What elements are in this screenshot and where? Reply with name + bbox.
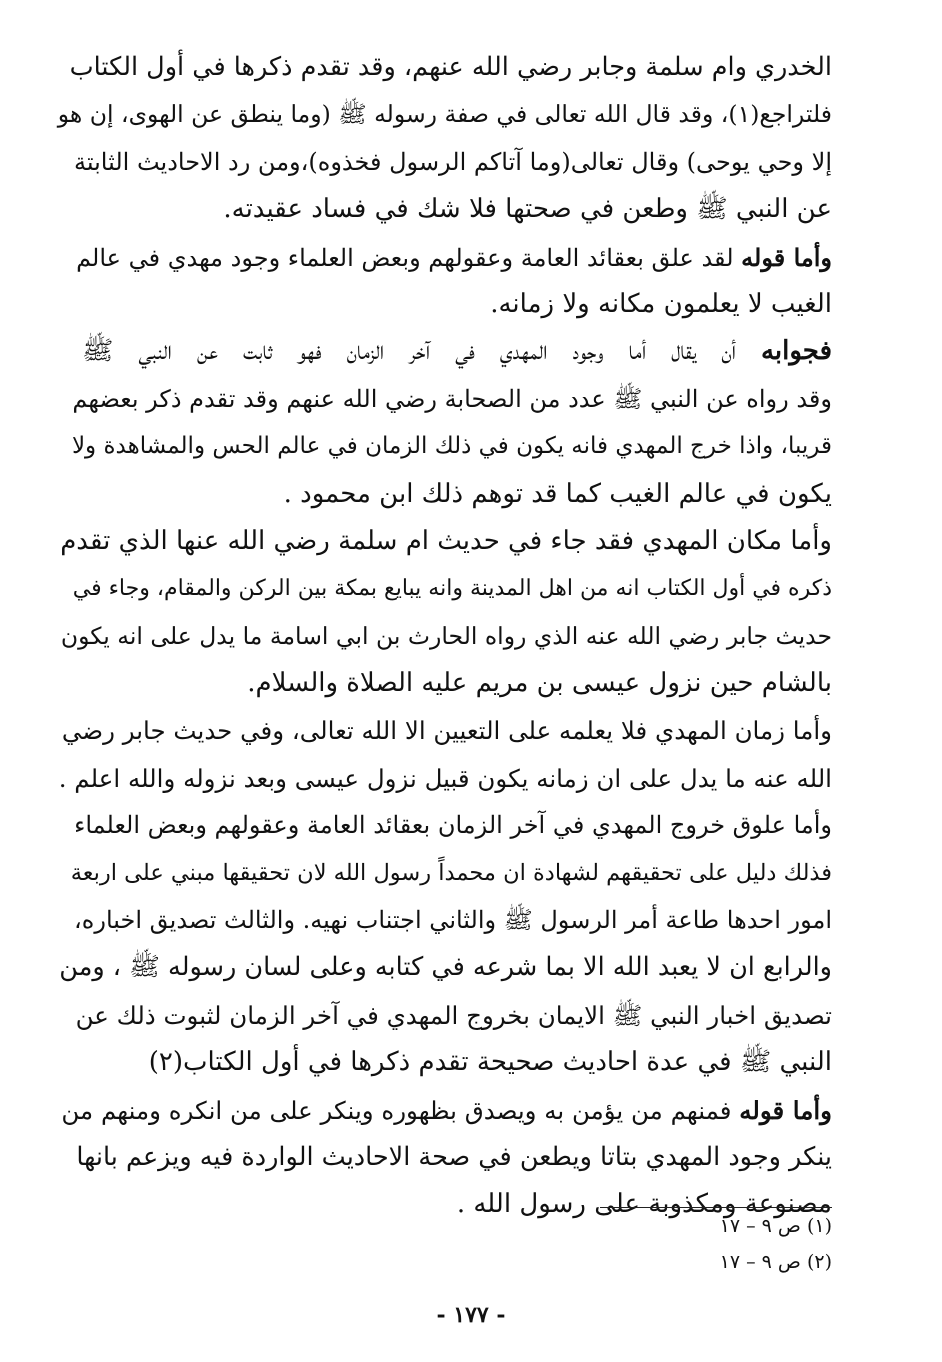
- text-line-7-body: أن يقال أما وجود المهدي في آخر الزمان فهو ثابت عن النبي ﷺ: [82, 336, 736, 367]
- text-line-9: قريبا، واذا خرج المهدي فانه يكون في ذلك الزمان في عالم الحس والمشاهدة ولا: [71, 433, 832, 460]
- text-line-6: الغيب لا يعلمون مكانه ولا زمانه.: [490, 288, 832, 319]
- lead-word: وأما قوله: [741, 242, 832, 272]
- text-line-10: يكون في عالم الغيب كما قد توهم ذلك ابن محمود .: [283, 478, 832, 509]
- body-text: [57, 44, 832, 1229]
- text-line-16: الله عنه ما يدل على ان زمانه يكون قبيل نزول عيسى وبعد نزوله والله اعلم .: [58, 763, 832, 793]
- text-line-11: وأما مكان المهدي فقد جاء في حديث ام سلمة رضي الله عنها الذي تقدم: [60, 525, 832, 556]
- footnote-divider: [600, 1207, 832, 1208]
- text-line-23: [61, 1087, 832, 1134]
- text-line-1: الخدري وام سلمة وجابر رضي الله عنهم، وقد تقدم ذكرها في أول الكتاب: [69, 52, 832, 82]
- text-line-4: عن النبي ﷺ وطعن في صحتها فلا شك في فساد عقيدته.: [223, 194, 832, 225]
- footnote-1: (١) ص ٩ – ١٧: [719, 1215, 832, 1237]
- footnote-2: (٢) ص ٩ – ١٧: [719, 1251, 832, 1273]
- text-line-15: وأما زمان المهدي فلا يعلمه على التعيين الا الله تعالى، وفي حديث جابر رضي: [61, 716, 832, 746]
- text-line-23-body: فمنهم من يؤمن به ويصدق بظهوره وينكر على من انكره ومنهم من: [61, 1095, 732, 1125]
- text-line-19: امور احدها طاعة أمر الرسول ﷺ والثاني اجتناب نهيه. والثالث تصديق اخباره،: [74, 906, 832, 935]
- text-line-8: وقد رواه عن النبي ﷺ عدد من الصحابة رضي الله عنهم وقد تقدم ذكر بعضهم: [72, 384, 832, 413]
- text-line-21: تصديق اخبار النبي ﷺ الايمان بخروج المهدي في آخر الزمان لثبوت ذلك عن: [75, 1000, 832, 1030]
- text-line-24: ينكر وجود المهدي بتاتا ويطعن في صحة الاحاديث الواردة فيه ويزعم بانها: [76, 1141, 832, 1172]
- text-line-7: [82, 328, 832, 375]
- text-line-22: النبي ﷺ في عدة احاديث صحيحة تقدم ذكرها في أول الكتاب(٢): [148, 1047, 832, 1078]
- page-number: - ١٧٧ -: [436, 1302, 506, 1328]
- text-line-18: فذلك دليل على تحقيقهم لشهادة ان محمداً رسول الله لان تحقيقها مبني على اربعة: [70, 859, 832, 886]
- lead-word: وأما قوله: [739, 1095, 832, 1125]
- text-line-2: فلتراجع(١)، وقد قال الله تعالى في صفة رسوله ﷺ (وما ينطق عن الهوى، إن هو: [57, 100, 832, 129]
- text-line-20: والرابع ان لا يعبد الله الا بما شرعه في كتابه وعلى لسان رسوله ﷺ ، ومن: [59, 952, 832, 983]
- text-line-13: حديث جابر رضي الله عنه الذي رواه الحارث بن ابي اسامة ما يدل على انه يكون: [60, 621, 832, 650]
- lead-word: فجوابه: [760, 336, 832, 367]
- text-line-17: وأما علوق خروج المهدي في آخر الزمان بعقائد العامة وعقولهم وبعض العلماء: [74, 811, 832, 840]
- text-line-5: [76, 234, 832, 281]
- text-line-12: ذكره في أول الكتاب انه من اهل المدينة وانه يبايع بمكة بين الركن والمقام، وجاء في: [72, 576, 832, 602]
- text-line-3: إلا وحي يوحى) وقال تعالى(وما آتاكم الرسول فخذوه)،ومن رد الاحاديث الثابتة: [74, 147, 832, 176]
- text-line-5-body: لقد علق بعقائد العامة وعقولهم وبعض العلماء وجود مهدي في عالم: [76, 243, 734, 272]
- text-line-14: بالشام حين نزول عيسى بن مريم عليه الصلاة والسلام.: [247, 668, 832, 699]
- text-line-25: مصنوعة ومكذوبة على رسول الله .: [456, 1189, 832, 1220]
